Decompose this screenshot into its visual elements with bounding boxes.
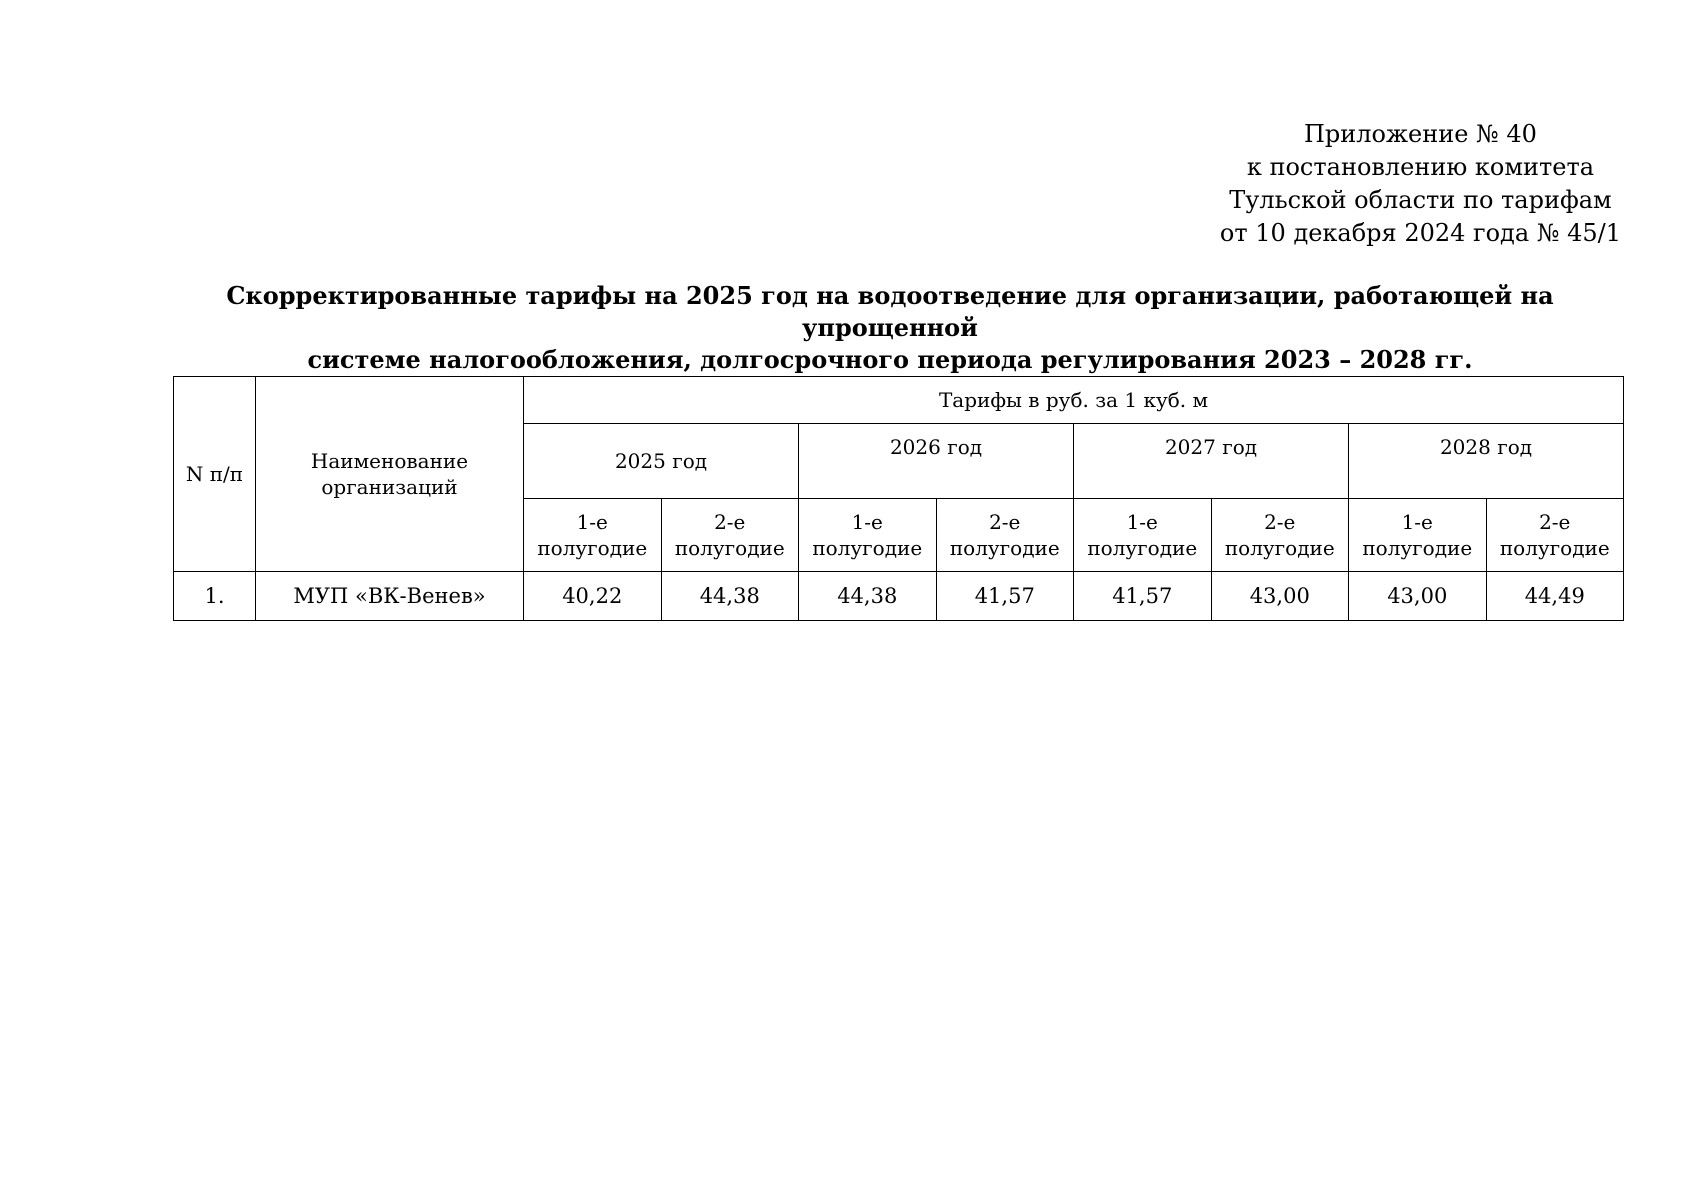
- row-num: 1.: [174, 572, 256, 621]
- header-half: 2-е полугодие: [936, 499, 1074, 572]
- title-line-2: системе налогообложения, долгосрочного периода регулирования 2023 – 2028 гг.: [307, 345, 1473, 374]
- header-row-tariffs: [174, 377, 1624, 424]
- header-half: 2-е полугодие: [1211, 499, 1349, 572]
- value-2026-h1: 44,38: [799, 572, 937, 621]
- header-num: N п/п: [174, 377, 256, 572]
- appendix-block: [1220, 118, 1621, 250]
- header-half: 1-е полугодие: [1074, 499, 1212, 572]
- appendix-line-4: от 10 декабря 2024 года № 45/1: [1219, 219, 1621, 247]
- header-half: 1-е полугодие: [799, 499, 937, 572]
- header-org-line-1: Наименование: [310, 449, 469, 473]
- row-org: МУП «ВК-Венев»: [256, 572, 524, 621]
- header-half: 2-е полугодие: [1486, 499, 1624, 572]
- header-org: [256, 377, 524, 572]
- header-half: 2-е полугодие: [661, 499, 799, 572]
- value-2028-h2: 44,49: [1486, 572, 1624, 621]
- header-year-2027: 2027 год: [1074, 424, 1349, 499]
- value-2025-h1: 40,22: [524, 572, 662, 621]
- header-half: 1-е полугодие: [1349, 499, 1487, 572]
- appendix-line-1: Приложение № 40: [1303, 120, 1537, 148]
- value-2026-h2: 41,57: [936, 572, 1074, 621]
- header-year-2028: 2028 год: [1349, 424, 1624, 499]
- value-2025-h2: 44,38: [661, 572, 799, 621]
- value-2027-h2: 43,00: [1211, 572, 1349, 621]
- header-year-2025: 2025 год: [524, 424, 799, 499]
- header-year-2026: 2026 год: [799, 424, 1074, 499]
- appendix-line-2: к постановлению комитета: [1246, 153, 1595, 181]
- appendix-line-3: Тульской области по тарифам: [1229, 186, 1612, 214]
- header-half: 1-е полугодие: [524, 499, 662, 572]
- tariffs-table: [173, 376, 1624, 621]
- table-row: [174, 572, 1624, 621]
- header-tariffs: Тарифы в руб. за 1 куб. м: [524, 377, 1624, 424]
- value-2028-h1: 43,00: [1349, 572, 1487, 621]
- title-line-1: Скорректированные тарифы на 2025 год на водоотведение для организации, работающей на упрощенной: [226, 281, 1554, 342]
- header-org-line-2: организаций: [321, 475, 458, 499]
- value-2027-h1: 41,57: [1074, 572, 1212, 621]
- document-title: [160, 280, 1620, 376]
